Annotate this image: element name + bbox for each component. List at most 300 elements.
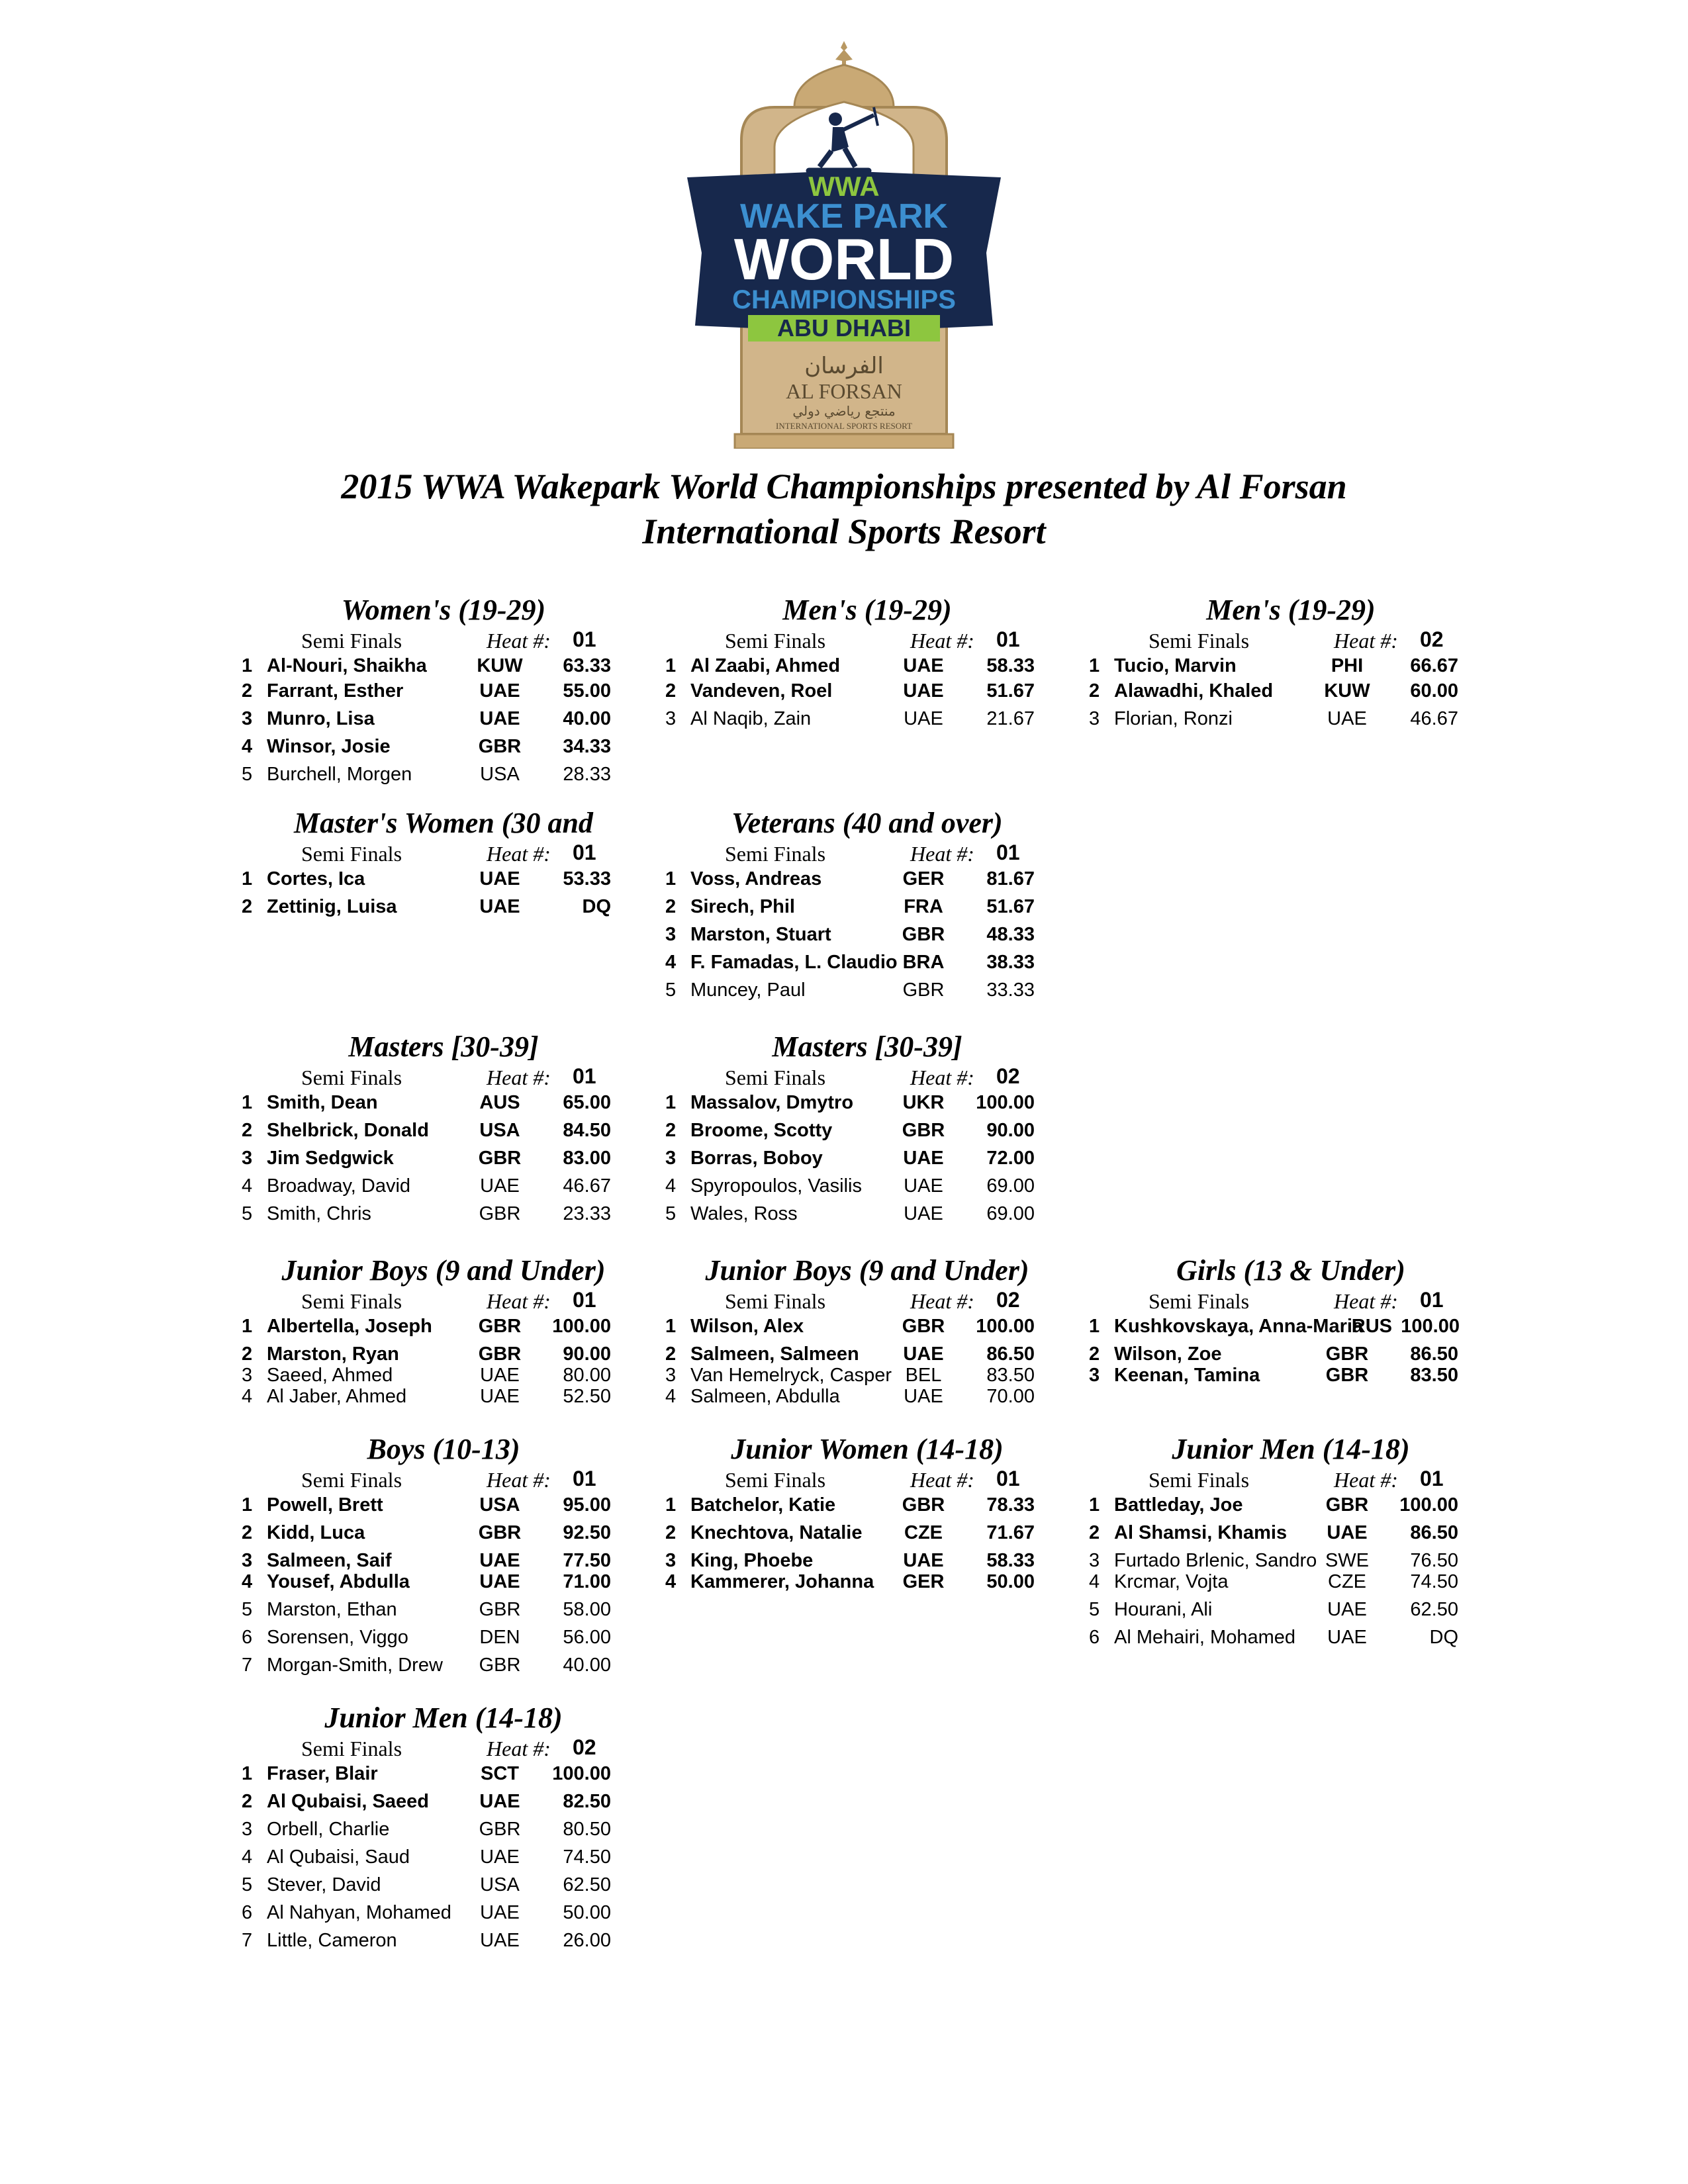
athlete-name: Furtado Brlenic, Sandro xyxy=(1114,1550,1317,1571)
logo-text-sponsor-sub: INTERNATIONAL SPORTS RESORT xyxy=(776,421,912,431)
rank: 5 xyxy=(242,1203,253,1224)
athlete-name: Wilson, Alex xyxy=(690,1316,804,1337)
athlete-name: Sirech, Phil xyxy=(690,896,795,917)
heat-number: 02 xyxy=(1420,627,1444,651)
score: 46.67 xyxy=(1410,708,1458,729)
nation-code: GBR xyxy=(902,979,945,1001)
nation-code: KUW xyxy=(1324,680,1370,702)
round-label: Semi Finals xyxy=(725,629,826,653)
athlete-name: Zettinig, Luisa xyxy=(267,896,397,917)
rank: 1 xyxy=(665,655,677,676)
heat-number: 01 xyxy=(573,1288,596,1312)
result-row xyxy=(665,978,1076,1002)
result-row xyxy=(242,1342,652,1366)
athlete-name: Shelbrick, Donald xyxy=(267,1120,429,1141)
result-row xyxy=(665,1202,1076,1226)
nation-code: UAE xyxy=(479,868,520,889)
score: 69.00 xyxy=(986,1175,1035,1197)
rank: 1 xyxy=(242,1494,253,1516)
athlete-name: Broadway, David xyxy=(267,1175,411,1197)
result-row xyxy=(242,1873,652,1897)
rank: 2 xyxy=(665,1522,677,1543)
rank: 2 xyxy=(242,680,253,702)
heat-label: Heat #: xyxy=(910,629,974,653)
round-label: Semi Finals xyxy=(301,1737,402,1760)
rank: 3 xyxy=(1089,1550,1100,1571)
result-row xyxy=(242,867,652,891)
nation-code: BRA xyxy=(902,952,945,973)
heat-number: 01 xyxy=(573,841,596,864)
nation-code: GBR xyxy=(1325,1365,1369,1386)
nation-code: UAE xyxy=(1327,1627,1367,1648)
rank: 2 xyxy=(1089,680,1100,702)
score: 58.33 xyxy=(986,655,1035,676)
heat-number: 01 xyxy=(573,627,596,651)
logo-finial xyxy=(835,41,853,65)
athlete-name: Marston, Ethan xyxy=(267,1599,397,1620)
score: 40.00 xyxy=(563,1655,611,1676)
nation-code: UAE xyxy=(479,1791,520,1812)
nation-code: UAE xyxy=(904,1386,943,1407)
nation-code: UAE xyxy=(480,1902,520,1923)
result-row xyxy=(242,1598,652,1621)
athlete-name: Marston, Ryan xyxy=(267,1343,399,1365)
nation-code: GBR xyxy=(902,1494,945,1516)
nation-code: KUW xyxy=(477,655,523,676)
score: DQ xyxy=(1429,1627,1458,1648)
rank: 4 xyxy=(665,952,677,973)
heat-label: Heat #: xyxy=(910,1289,974,1313)
score: 66.67 xyxy=(1410,655,1458,676)
athlete-name: Al Naqib, Zain xyxy=(690,708,812,729)
athlete-name: King, Phoebe xyxy=(690,1550,814,1571)
score: 51.67 xyxy=(986,896,1035,917)
athlete-name: Morgan-Smith, Drew xyxy=(267,1655,443,1676)
score: 76.50 xyxy=(1410,1550,1458,1571)
result-row xyxy=(665,1521,1076,1545)
athlete-name: Saeed, Ahmed xyxy=(267,1365,393,1386)
rank: 4 xyxy=(242,1175,253,1197)
score: 78.33 xyxy=(986,1494,1035,1516)
logo-text-abudhabi: ABU DHABI xyxy=(777,314,911,341)
rank: 2 xyxy=(242,896,253,917)
score: 84.50 xyxy=(563,1120,611,1141)
rank: 2 xyxy=(1089,1343,1100,1365)
rank: 5 xyxy=(1089,1599,1100,1620)
result-row xyxy=(665,654,1076,678)
athlete-name: Smith, Dean xyxy=(267,1092,378,1113)
result-row xyxy=(242,1385,652,1408)
nation-code: UAE xyxy=(904,708,943,729)
rank: 2 xyxy=(242,1120,253,1141)
athlete-name: Albertella, Joseph xyxy=(267,1316,432,1337)
rank: 3 xyxy=(665,924,677,945)
result-block xyxy=(1089,1432,1493,1710)
score: 100.00 xyxy=(552,1316,611,1337)
score: 46.67 xyxy=(563,1175,611,1197)
result-row xyxy=(242,1762,652,1786)
result-row xyxy=(242,1790,652,1813)
block-title: Masters [30-39] xyxy=(348,1030,539,1063)
athlete-name: Jim Sedgwick xyxy=(267,1148,394,1169)
rank: 6 xyxy=(242,1902,253,1923)
result-block xyxy=(242,1432,645,1710)
athlete-name: Al Qubaisi, Saeed xyxy=(267,1791,429,1812)
nation-code: GER xyxy=(902,1571,945,1592)
score: 86.50 xyxy=(986,1343,1035,1365)
rank: 1 xyxy=(242,1092,253,1113)
result-row xyxy=(1089,1363,1499,1387)
result-row xyxy=(665,923,1076,946)
rank: 4 xyxy=(1089,1571,1100,1592)
rank: 3 xyxy=(242,1819,253,1840)
result-row xyxy=(665,679,1076,703)
score: 70.00 xyxy=(986,1386,1035,1407)
score: 100.00 xyxy=(1399,1494,1458,1516)
result-row xyxy=(242,1314,652,1338)
heat-number: 02 xyxy=(996,1288,1020,1312)
rank: 1 xyxy=(1089,1494,1100,1516)
rank: 5 xyxy=(665,979,677,1001)
athlete-name: Massalov, Dmytro xyxy=(690,1092,854,1113)
score: 95.00 xyxy=(563,1494,611,1516)
block-title: Girls (13 & Under) xyxy=(1176,1254,1405,1287)
nation-code: GER xyxy=(902,868,945,889)
score: 33.33 xyxy=(986,979,1035,1001)
rank: 3 xyxy=(665,1550,677,1571)
nation-code: RUS xyxy=(1351,1316,1392,1337)
score: 50.00 xyxy=(563,1902,611,1923)
rank: 1 xyxy=(665,1316,677,1337)
heat-label: Heat #: xyxy=(487,1468,551,1492)
score: 58.00 xyxy=(563,1599,611,1620)
athlete-name: Tucio, Marvin xyxy=(1114,655,1237,676)
nation-code: USA xyxy=(480,764,520,785)
rank: 2 xyxy=(242,1522,253,1543)
athlete-name: Al Nahyan, Mohamed xyxy=(267,1902,451,1923)
nation-code: AUS xyxy=(479,1092,520,1113)
nation-code: GBR xyxy=(902,1316,945,1337)
heat-label: Heat #: xyxy=(1334,629,1398,653)
score: 83.50 xyxy=(986,1365,1035,1386)
rank: 3 xyxy=(665,1148,677,1169)
athlete-name: F. Famadas, L. Claudio xyxy=(690,952,898,973)
result-row xyxy=(242,1570,652,1594)
athlete-name: Hourani, Ali xyxy=(1114,1599,1213,1620)
athlete-name: Muncey, Paul xyxy=(690,979,806,1001)
rank: 4 xyxy=(242,1386,253,1407)
result-row xyxy=(665,1314,1076,1338)
nation-code: GBR xyxy=(478,1522,522,1543)
block-title: Master's Women (30 and xyxy=(294,807,593,839)
nation-code: UAE xyxy=(903,1550,944,1571)
result-row xyxy=(242,1091,652,1115)
block-title: Men's (19-29) xyxy=(782,594,952,626)
score: 38.33 xyxy=(986,952,1035,973)
result-row xyxy=(242,1653,652,1677)
rank: 5 xyxy=(665,1203,677,1224)
nation-code: SCT xyxy=(481,1763,519,1784)
rank: 4 xyxy=(665,1175,677,1197)
logo-dome xyxy=(794,65,894,107)
result-row xyxy=(242,1625,652,1649)
nation-code: UAE xyxy=(904,1175,943,1197)
heat-label: Heat #: xyxy=(1334,1289,1398,1313)
rank: 1 xyxy=(242,1763,253,1784)
result-row xyxy=(242,1174,652,1198)
result-row xyxy=(1089,1625,1499,1649)
nation-code: GBR xyxy=(479,1819,521,1840)
score: 28.33 xyxy=(563,764,611,785)
score: 77.50 xyxy=(563,1550,611,1571)
nation-code: GBR xyxy=(479,1655,521,1676)
rank: 2 xyxy=(665,1343,677,1365)
score: 100.00 xyxy=(976,1092,1035,1113)
result-row xyxy=(242,1845,652,1869)
nation-code: GBR xyxy=(902,924,945,945)
athlete-name: Vandeven, Roel xyxy=(690,680,833,702)
nation-code: UAE xyxy=(1327,708,1367,729)
result-row xyxy=(242,1817,652,1841)
block-title: Masters [30-39] xyxy=(772,1030,962,1063)
result-row xyxy=(242,1929,652,1952)
result-row xyxy=(242,1363,652,1387)
nation-code: UAE xyxy=(903,655,944,676)
nation-code: UAE xyxy=(480,1386,520,1407)
nation-code: UAE xyxy=(480,1930,520,1951)
rank: 1 xyxy=(665,868,677,889)
nation-code: GBR xyxy=(1325,1343,1369,1365)
athlete-name: Stever, David xyxy=(267,1874,381,1895)
heat-number: 02 xyxy=(996,1064,1020,1088)
athlete-name: Farrant, Esther xyxy=(267,680,404,702)
score: 83.00 xyxy=(563,1148,611,1169)
rank: 1 xyxy=(665,1494,677,1516)
score: 72.00 xyxy=(986,1148,1035,1169)
nation-code: USA xyxy=(479,1494,520,1516)
nation-code: USA xyxy=(480,1874,520,1895)
athlete-name: Orbell, Charlie xyxy=(267,1819,390,1840)
result-row xyxy=(242,1146,652,1170)
rank: 6 xyxy=(242,1627,253,1648)
score: 52.50 xyxy=(563,1386,611,1407)
heat-number: 01 xyxy=(996,627,1020,651)
nation-code: UAE xyxy=(479,1550,520,1571)
score: 82.50 xyxy=(563,1791,611,1812)
athlete-name: Knechtova, Natalie xyxy=(690,1522,863,1543)
block-title: Junior Boys (9 and Under) xyxy=(281,1254,606,1287)
result-row xyxy=(665,950,1076,974)
score: 51.67 xyxy=(986,680,1035,702)
athlete-name: Salmeen, Abdulla xyxy=(690,1386,840,1407)
rank: 2 xyxy=(665,896,677,917)
rank: 7 xyxy=(242,1655,253,1676)
rank: 2 xyxy=(242,1343,253,1365)
heat-number: 02 xyxy=(573,1735,596,1759)
result-row xyxy=(242,895,652,919)
heat-number: 01 xyxy=(996,841,1020,864)
result-row xyxy=(1089,1549,1499,1572)
result-row xyxy=(1089,1521,1499,1545)
nation-code: GBR xyxy=(479,1599,521,1620)
result-row xyxy=(665,1118,1076,1142)
score: 71.00 xyxy=(563,1571,611,1592)
result-row xyxy=(665,1174,1076,1198)
page-title-line-1: 2015 WWA Wakepark World Championships presented by Al Forsan xyxy=(341,467,1347,506)
result-row xyxy=(665,867,1076,891)
rank: 4 xyxy=(242,1846,253,1868)
rank: 4 xyxy=(665,1386,677,1407)
round-label: Semi Finals xyxy=(301,842,402,866)
result-row xyxy=(1089,654,1499,678)
score: 74.50 xyxy=(1410,1571,1458,1592)
page-title-line-2: International Sports Resort xyxy=(642,512,1046,551)
heat-label: Heat #: xyxy=(487,1289,551,1313)
athlete-name: Voss, Andreas xyxy=(690,868,822,889)
rank: 7 xyxy=(242,1930,253,1951)
score: 23.33 xyxy=(563,1203,611,1224)
heat-number: 01 xyxy=(1420,1288,1444,1312)
logo-text-arabic: الفرسان xyxy=(804,353,884,379)
rank: 1 xyxy=(665,1092,677,1113)
athlete-name: Batchelor, Katie xyxy=(690,1494,836,1516)
score: 86.50 xyxy=(1410,1343,1458,1365)
score: 26.00 xyxy=(563,1930,611,1951)
score: 86.50 xyxy=(1410,1522,1458,1543)
result-row xyxy=(1089,707,1499,731)
nation-code: UAE xyxy=(480,1846,520,1868)
rank: 5 xyxy=(242,764,253,785)
result-row xyxy=(1089,1598,1499,1621)
score: 81.67 xyxy=(986,868,1035,889)
result-row xyxy=(665,707,1076,731)
result-block xyxy=(242,1701,645,1979)
result-row xyxy=(665,1385,1076,1408)
result-row xyxy=(242,1493,652,1517)
athlete-name: Al Shamsi, Khamis xyxy=(1114,1522,1288,1543)
block-title: Women's (19-29) xyxy=(341,594,546,626)
athlete-name: Smith, Chris xyxy=(267,1203,371,1224)
score: 71.67 xyxy=(986,1522,1035,1543)
rank: 2 xyxy=(665,680,677,702)
athlete-name: Krcmar, Vojta xyxy=(1114,1571,1229,1592)
block-title: Junior Women (14-18) xyxy=(731,1433,1004,1465)
result-block xyxy=(665,1432,1069,1710)
block-title: Junior Men (14-18) xyxy=(324,1702,563,1734)
athlete-name: Keenan, Tamina xyxy=(1114,1365,1260,1386)
rank: 3 xyxy=(242,1148,253,1169)
logo-text-sponsor: AL FORSAN xyxy=(786,379,902,403)
round-label: Semi Finals xyxy=(725,1289,826,1313)
nation-code: UAE xyxy=(479,708,520,729)
score: 62.50 xyxy=(563,1874,611,1895)
nation-code: UAE xyxy=(903,680,944,702)
score: 83.50 xyxy=(1410,1365,1458,1386)
result-row xyxy=(242,707,652,731)
score: 74.50 xyxy=(563,1846,611,1868)
score: 58.33 xyxy=(986,1550,1035,1571)
round-label: Semi Finals xyxy=(725,1468,826,1492)
heat-number: 01 xyxy=(996,1467,1020,1490)
athlete-name: Fraser, Blair xyxy=(267,1763,378,1784)
score: 34.33 xyxy=(563,736,611,757)
athlete-name: Wilson, Zoe xyxy=(1114,1343,1222,1365)
athlete-name: Marston, Stuart xyxy=(690,924,831,945)
nation-code: UKR xyxy=(902,1092,945,1113)
rank: 3 xyxy=(665,1365,677,1386)
logo-text-arabic-sub: منتجع رياضي دولي xyxy=(792,403,896,419)
athlete-name: Burchell, Morgen xyxy=(267,764,412,785)
athlete-name: Sorensen, Viggo xyxy=(267,1627,408,1648)
round-label: Semi Finals xyxy=(725,842,826,866)
rank: 4 xyxy=(242,736,253,757)
athlete-name: Van Hemelryck, Casper xyxy=(690,1365,892,1386)
logo-text-championships: CHAMPIONSHIPS xyxy=(732,285,956,314)
athlete-name: Salmeen, Saif xyxy=(267,1550,392,1571)
block-title: Veterans (40 and over) xyxy=(731,807,1003,839)
block-title: Junior Men (14-18) xyxy=(1172,1433,1410,1465)
athlete-name: Al Zaabi, Ahmed xyxy=(690,655,841,676)
score: 65.00 xyxy=(563,1092,611,1113)
rank: 3 xyxy=(242,708,253,729)
nation-code: GBR xyxy=(478,1316,522,1337)
score: 53.33 xyxy=(563,868,611,889)
nation-code: GBR xyxy=(902,1120,945,1141)
result-row xyxy=(1089,1570,1499,1594)
result-block xyxy=(1089,593,1493,871)
round-label: Semi Finals xyxy=(301,1066,402,1089)
heat-label: Heat #: xyxy=(487,1737,551,1760)
score: 80.00 xyxy=(563,1365,611,1386)
athlete-name: Spyropoulos, Vasilis xyxy=(690,1175,862,1197)
round-label: Semi Finals xyxy=(1149,1468,1250,1492)
rank: 2 xyxy=(242,1791,253,1812)
result-row xyxy=(242,679,652,703)
athlete-name: Winsor, Josie xyxy=(267,736,391,757)
round-label: Semi Finals xyxy=(1149,629,1250,653)
nation-code: GBR xyxy=(1325,1494,1369,1516)
score: 100.00 xyxy=(976,1316,1035,1337)
athlete-name: Borras, Boboy xyxy=(690,1148,823,1169)
round-label: Semi Finals xyxy=(301,629,402,653)
nation-code: DEN xyxy=(479,1627,520,1648)
athlete-name: Kidd, Luca xyxy=(267,1522,365,1543)
athlete-name: Yousef, Abdulla xyxy=(267,1571,410,1592)
score: 50.00 xyxy=(986,1571,1035,1592)
rank: 1 xyxy=(242,1316,253,1337)
result-row xyxy=(242,1202,652,1226)
score: 40.00 xyxy=(563,708,611,729)
logo-text-wwa: WWA xyxy=(808,171,880,202)
score: 92.50 xyxy=(563,1522,611,1543)
heat-number: 01 xyxy=(1420,1467,1444,1490)
result-row xyxy=(665,1363,1076,1387)
logo-text-wakepark: WAKE PARK xyxy=(740,197,948,236)
result-row xyxy=(242,1118,652,1142)
logo-tower-base xyxy=(735,434,953,449)
round-label: Semi Finals xyxy=(301,1289,402,1313)
athlete-name: Salmeen, Salmeen xyxy=(690,1343,859,1365)
heat-label: Heat #: xyxy=(910,1468,974,1492)
score: 63.33 xyxy=(563,655,611,676)
rank: 2 xyxy=(1089,1522,1100,1543)
athlete-name: Florian, Ronzi xyxy=(1114,708,1233,729)
rank: 3 xyxy=(242,1365,253,1386)
score: 90.00 xyxy=(986,1120,1035,1141)
score: 21.67 xyxy=(986,708,1035,729)
nation-code: UAE xyxy=(479,1571,520,1592)
athlete-name: Kushkovskaya, Anna-Maria xyxy=(1114,1316,1364,1337)
